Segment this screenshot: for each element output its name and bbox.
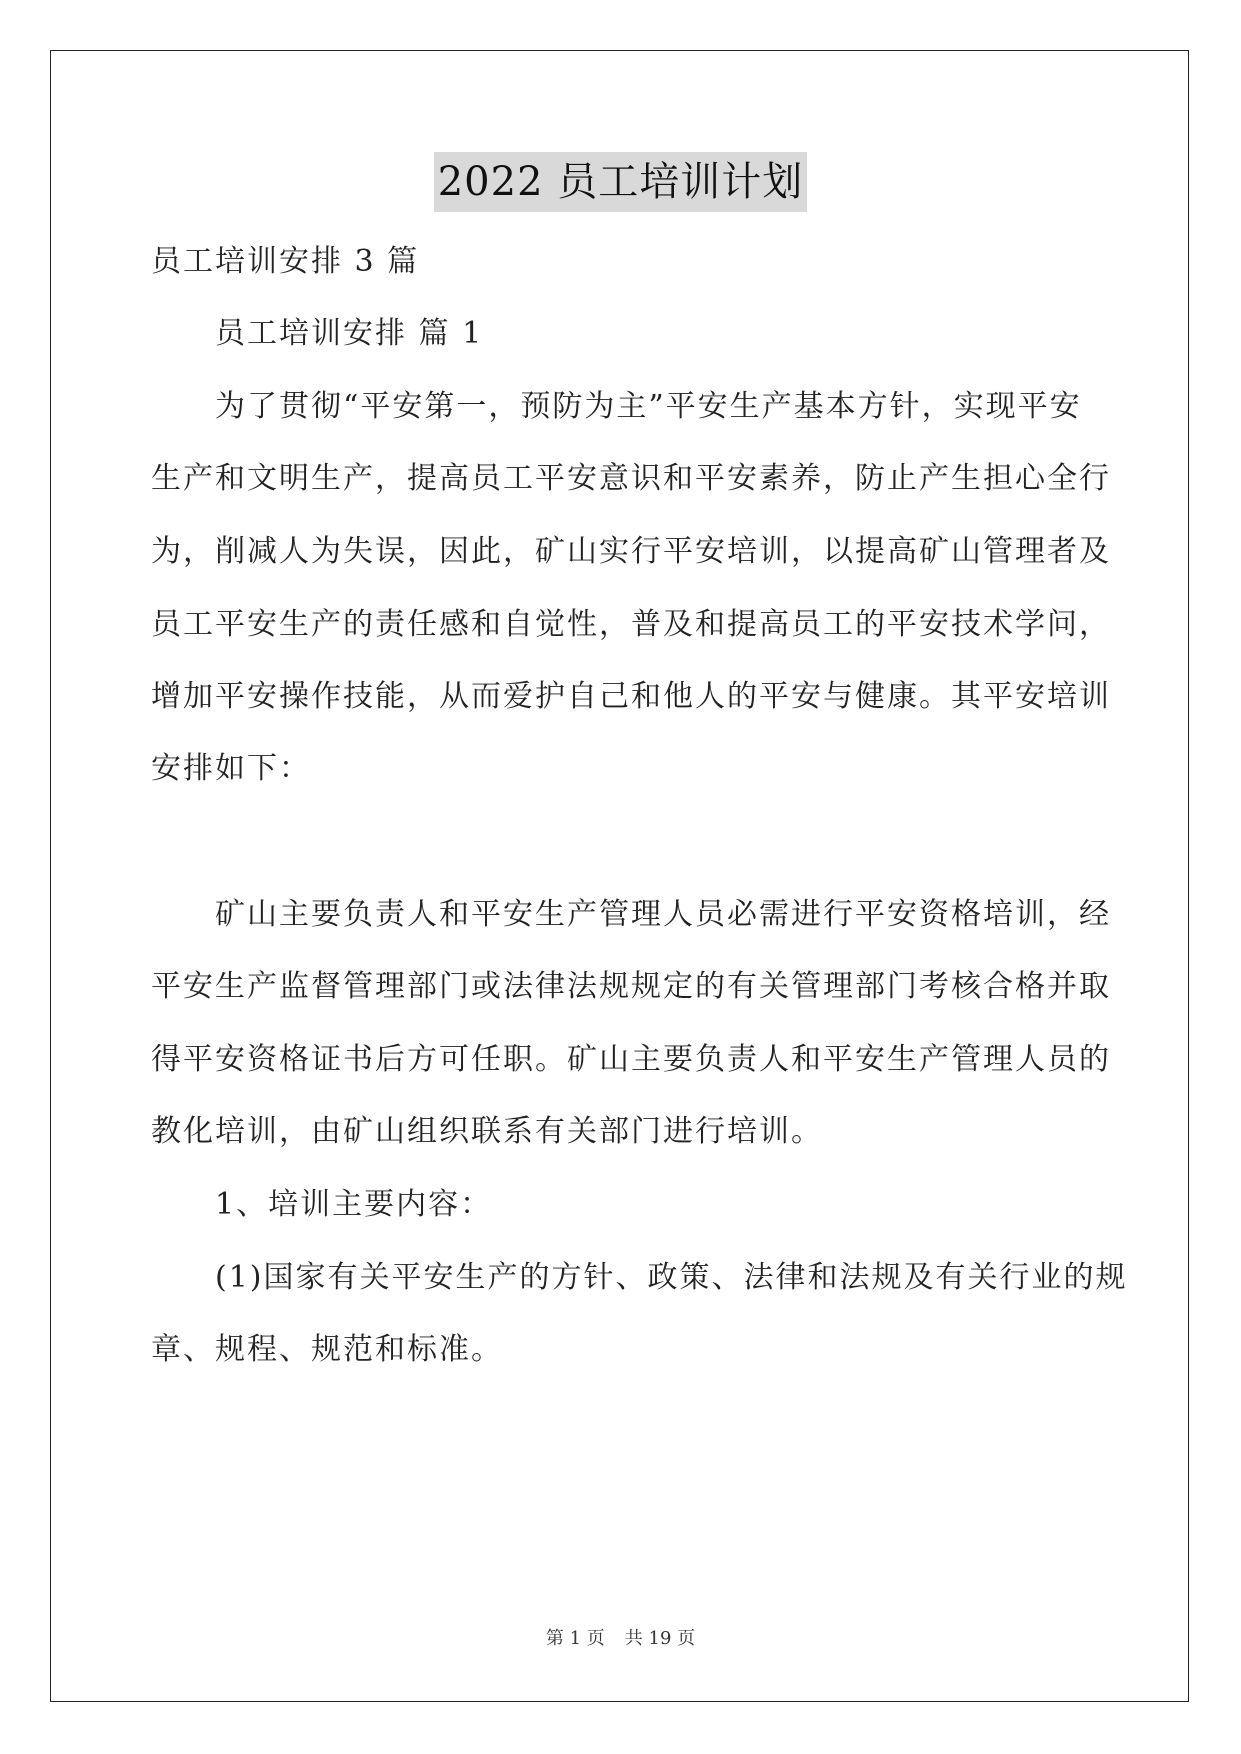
paragraph-line: (1)国家有关平安生产的方针、政策、法律和法规及有关行业的规 (215, 1260, 1128, 1295)
page-number: 第 1 页 (545, 1628, 605, 1649)
page-footer (0, 1624, 1241, 1650)
section-heading: 员工培训安排 篇 1 (215, 316, 484, 351)
paragraph-line: 教化培训，由矿山组织联系有关部门进行培训。 (151, 1114, 823, 1149)
item-heading: 1、培训主要内容： (215, 1187, 493, 1222)
paragraph-line: 矿山主要负责人和平安生产管理人员必需进行平安资格培训，经 (215, 897, 1111, 932)
paragraph-line: 章、规程、规范和标准。 (151, 1332, 503, 1367)
paragraph-line: 员工平安生产的责任感和自觉性，普及和提高员工的平安技术学问， (151, 607, 1111, 642)
paragraph-line: 平安生产监督管理部门或法律法规规定的有关管理部门考核合格并取 (151, 969, 1111, 1004)
paragraph-line: 得平安资格证书后方可任职。矿山主要负责人和平安生产管理人员的 (151, 1042, 1111, 1077)
page-total: 共 19 页 (624, 1628, 696, 1649)
paragraph-line: 为，削减人为失误，因此，矿山实行平安培训，以提高矿山管理者及 (151, 534, 1111, 569)
title-container (0, 152, 1241, 212)
paragraph-line: 为了贯彻“平安第一，预防为主”平安生产基本方针，实现平安 (215, 389, 1082, 424)
document-title: 2022 员工培训计划 (434, 152, 808, 212)
paragraph-line: 生产和文明生产，提高员工平安意识和平安素养，防止产生担心全行 (151, 461, 1111, 496)
paragraph-line: 增加平安操作技能，从而爱护自己和他人的平安与健康。其平安培训 (151, 679, 1111, 714)
page-border (50, 50, 1189, 1702)
paragraph-line: 安排如下： (151, 751, 311, 786)
document-subtitle: 员工培训安排 3 篇 (151, 244, 420, 279)
